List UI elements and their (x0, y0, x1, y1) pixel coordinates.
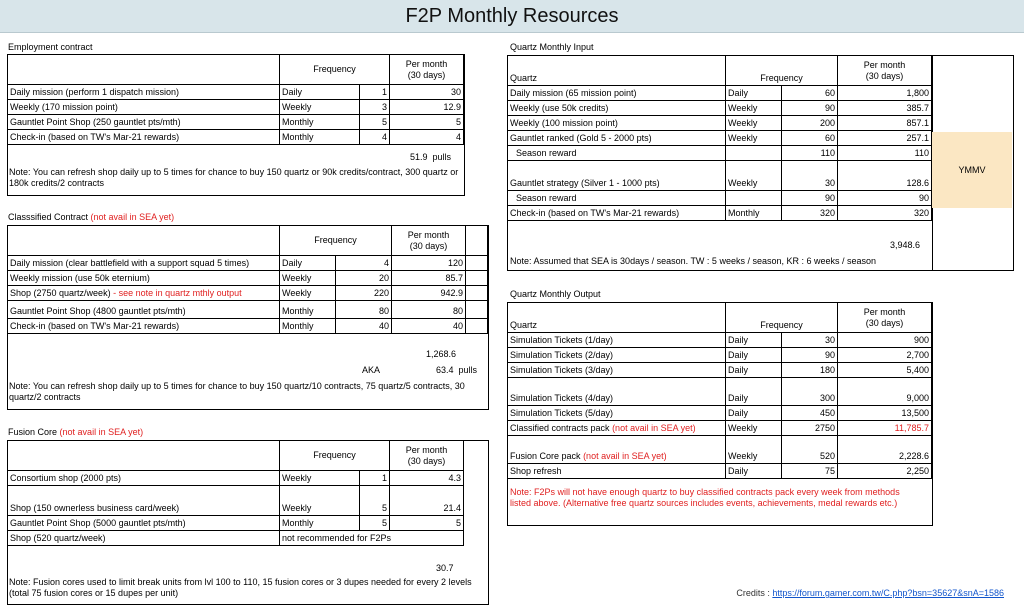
table-cell: 5 (390, 516, 464, 531)
table-cell: 4 (360, 130, 390, 145)
table-cell: Check-in (based on TW's Mar-21 rewards) (8, 319, 280, 334)
quartz-input-note: Note: Assumed that SEA is 30days / season. TW : 5 weeks / season, KR : 6 weeks / season (510, 256, 877, 266)
table-cell: 2750 (782, 421, 838, 436)
page-title: F2P Monthly Resources (405, 4, 619, 27)
table-cell: 90 (782, 348, 838, 363)
table-cell: 11,785.7 (838, 421, 932, 436)
table-row (508, 131, 932, 146)
classified-table (7, 225, 488, 334)
table-row (8, 115, 464, 130)
quartz-input-table (507, 55, 932, 221)
table-cell: Daily mission (65 mission point) (508, 86, 726, 101)
table-row (508, 116, 932, 131)
table-cell: 857.1 (838, 116, 932, 131)
table-cell (466, 286, 488, 301)
table-cell: 1 (360, 85, 390, 100)
warning-label: (not avail in SEA yet) (90, 212, 175, 222)
table-cell: Season reward (508, 146, 726, 161)
fusion-total: 30.7 (436, 563, 454, 573)
table-cell: 110 (782, 146, 838, 161)
table-cell: not recommended for F2Ps (280, 531, 464, 546)
table-cell: Check-in (based on TW's Mar-21 rewards) (8, 130, 280, 145)
table-cell: 1 (360, 471, 390, 486)
classified-aka-value: 63.4 pulls (436, 365, 478, 375)
table-cell: Weekly (280, 486, 360, 516)
table-cell: Weekly (280, 471, 360, 486)
table-cell: 60 (782, 131, 838, 146)
table-cell: 320 (838, 206, 932, 221)
table-cell: Shop (2750 quartz/week) - see note in quartz mthly output (8, 286, 280, 301)
header-quartz: Quartz (508, 56, 726, 86)
header-per-month: Per month (30 days) (390, 55, 464, 85)
table-cell: 257.1 (838, 131, 932, 146)
classified-aka-label: AKA (362, 365, 381, 375)
table-cell: 4.3 (390, 471, 464, 486)
table-cell: Daily (726, 363, 782, 378)
table-row (508, 436, 932, 464)
table-cell (466, 319, 488, 334)
header-empty (8, 55, 280, 85)
table-row (8, 319, 488, 334)
table-cell: 220 (336, 286, 392, 301)
table-cell: 2,700 (838, 348, 932, 363)
table-cell: 20 (336, 271, 392, 286)
warning-label: (not avail in SEA yet) (59, 427, 144, 437)
table-cell: Fusion Core pack (not avail in SEA yet) (508, 436, 726, 464)
table-cell: 40 (336, 319, 392, 334)
table-cell: Weekly (170 mission point) (8, 100, 280, 115)
table-row (8, 301, 488, 319)
table-cell: 2,250 (838, 464, 932, 479)
table-cell: Simulation Tickets (1/day) (508, 333, 726, 348)
table-cell: Gauntlet ranked (Gold 5 - 2000 pts) (508, 131, 726, 146)
table-cell: 2,228.6 (838, 436, 932, 464)
header-quartz: Quartz (508, 303, 726, 333)
table-cell: 942.9 (392, 286, 466, 301)
table-cell: Weekly (280, 100, 360, 115)
classified-title: Classsified Contract (not avail in SEA yet) (8, 212, 175, 222)
table-row (8, 130, 464, 145)
table-cell: 30 (782, 161, 838, 191)
table-cell: Daily (726, 378, 782, 406)
table-cell: 90 (782, 101, 838, 116)
table-row (508, 146, 932, 161)
table-row (508, 191, 932, 206)
table-row (508, 378, 932, 406)
credits-label: Credits : (736, 588, 770, 598)
table-row (8, 256, 488, 271)
table-row (8, 100, 464, 115)
table-cell: 3 (360, 100, 390, 115)
table-cell: Monthly (280, 319, 336, 334)
header-frequency: Frequency (280, 441, 390, 471)
table-cell: Check-in (based on TW's Mar-21 rewards) (508, 206, 726, 221)
table-row (508, 86, 932, 101)
table-cell: 80 (336, 301, 392, 319)
table-cell: 9,000 (838, 378, 932, 406)
table-cell: Weekly (726, 161, 782, 191)
table-cell: Daily (726, 348, 782, 363)
table-cell: Simulation Tickets (5/day) (508, 406, 726, 421)
table-cell: Simulation Tickets (3/day) (508, 363, 726, 378)
table-row (508, 206, 932, 221)
table-cell: Simulation Tickets (2/day) (508, 348, 726, 363)
table-cell: Monthly (280, 301, 336, 319)
table-cell: 80 (392, 301, 466, 319)
table-cell: Monthly (726, 206, 782, 221)
table-row (508, 161, 932, 191)
table-cell: 21.4 (390, 486, 464, 516)
table-cell: Monthly (280, 516, 360, 531)
table-row (8, 531, 464, 546)
table-cell: 110 (838, 146, 932, 161)
table-cell: 90 (838, 191, 932, 206)
table-cell: Weekly (use 50k credits) (508, 101, 726, 116)
header-per-month: Per month (30 days) (838, 303, 932, 333)
table-row (8, 286, 488, 301)
table-cell: Weekly mission (use 50k eternium) (8, 271, 280, 286)
header-frequency: Frequency (726, 303, 838, 333)
table-cell: Daily (726, 406, 782, 421)
page-banner (0, 0, 1024, 33)
table-cell: Weekly (726, 436, 782, 464)
quartz-input-total: 3,948.6 (890, 240, 921, 250)
table-cell: 200 (782, 116, 838, 131)
table-cell: 5 (360, 115, 390, 130)
table-cell: 1,800 (838, 86, 932, 101)
employment-table (7, 54, 464, 145)
table-cell: 120 (392, 256, 466, 271)
table-cell: Shop (520 quartz/week) (8, 531, 280, 546)
table-cell: 5 (360, 486, 390, 516)
table-cell (726, 146, 782, 161)
header-frequency: Frequency (280, 226, 392, 256)
table-cell: 4 (336, 256, 392, 271)
table-row (8, 516, 464, 531)
table-cell: Shop refresh (508, 464, 726, 479)
table-cell: 450 (782, 406, 838, 421)
table-cell: 300 (782, 378, 838, 406)
table-row (508, 363, 932, 378)
table-cell: 4 (390, 130, 464, 145)
table-cell: 520 (782, 436, 838, 464)
ymmv-badge: YMMV (932, 132, 1012, 208)
table-cell: 5 (360, 516, 390, 531)
table-cell: 30 (782, 333, 838, 348)
table-cell: Weekly (726, 421, 782, 436)
table-row (508, 333, 932, 348)
quartz-output-note: Note: F2Ps will not have enough quartz to buy classified contracts pack every week from methods listed above. (Alternative free quartz sources includes events, achievements, medal rewards etc.) (510, 487, 900, 508)
table-cell: Weekly (726, 116, 782, 131)
table-cell: 5,400 (838, 363, 932, 378)
table-row (508, 421, 932, 436)
table-row (8, 471, 464, 486)
table-row (8, 271, 488, 286)
table-cell (8, 441, 280, 471)
table-cell: Consortium shop (2000 pts) (8, 471, 280, 486)
table-cell (466, 301, 488, 319)
table-cell: Daily mission (perform 1 dispatch mission) (8, 85, 280, 100)
table-cell (8, 226, 280, 256)
header-per-month: Per month (30 days) (838, 56, 932, 86)
table-cell: Shop (150 ownerless business card/week) (8, 486, 280, 516)
table-cell: Daily (280, 85, 360, 100)
table-cell: 180 (782, 363, 838, 378)
header-frequency: Frequency (726, 56, 838, 86)
table-cell: Weekly (726, 131, 782, 146)
table-row (508, 348, 932, 363)
table-cell: 5 (390, 115, 464, 130)
header-frequency: Frequency (280, 55, 390, 85)
employment-title: Employment contract (8, 42, 93, 52)
table-cell (466, 256, 488, 271)
table-cell: Weekly (280, 271, 336, 286)
table-cell (726, 191, 782, 206)
table-cell: Simulation Tickets (4/day) (508, 378, 726, 406)
table-cell: Weekly (280, 286, 336, 301)
table-cell: 12.9 (390, 100, 464, 115)
table-cell: 13,500 (838, 406, 932, 421)
table-cell: Weekly (726, 101, 782, 116)
classified-note: Note: You can refresh shop daily up to 5 times for chance to buy 150 quartz/10 contracts, 75 quartz/5 contracts, 30 quartz/2 contracts (9, 381, 465, 402)
table-row (508, 101, 932, 116)
table-cell: 75 (782, 464, 838, 479)
table-cell: Classified contracts pack (not avail in SEA yet) (508, 421, 726, 436)
quartz-output-table (507, 302, 932, 479)
table-cell: Gauntlet strategy (Silver 1 - 1000 pts) (508, 161, 726, 191)
table-cell: Gauntlet Point Shop (250 gauntlet pts/mth) (8, 115, 280, 130)
table-cell: Daily (726, 86, 782, 101)
quartz-input-side-box (931, 55, 1014, 271)
table-row (508, 406, 932, 421)
table-cell: Daily (726, 464, 782, 479)
table-cell: Daily mission (clear battlefield with a support squad 5 times) (8, 256, 280, 271)
classified-total: 1,268.6 (426, 349, 457, 359)
table-cell: 385.7 (838, 101, 932, 116)
table-row (508, 464, 932, 479)
table-cell: Weekly (100 mission point) (508, 116, 726, 131)
table-cell: Season reward (508, 191, 726, 206)
table-row (8, 486, 464, 516)
fusion-note: Note: Fusion cores used to limit break units from lvl 100 to 110, 15 fusion cores or 3 dupes needed for every 2 levels (total 75 fusion cores or 15 dupes per unit) (9, 577, 472, 598)
table-cell: 40 (392, 319, 466, 334)
table-cell: Gauntlet Point Shop (4800 gauntlet pts/mth) (8, 301, 280, 319)
credits (736, 588, 1004, 598)
table-cell (466, 271, 488, 286)
table-row (8, 85, 464, 100)
table-cell: Gauntlet Point Shop (5000 gauntlet pts/mth) (8, 516, 280, 531)
header-per-month: Per month (30 days) (390, 441, 464, 471)
quartz-input-title: Quartz Monthly Input (510, 42, 594, 52)
table-cell: Monthly (280, 115, 360, 130)
table-cell: Monthly (280, 130, 360, 145)
table-cell (466, 226, 488, 256)
fusion-title: Fusion Core (not avail in SEA yet) (8, 427, 144, 437)
table-cell: Daily (280, 256, 336, 271)
table-cell: 320 (782, 206, 838, 221)
table-cell: 60 (782, 86, 838, 101)
employment-note: Note: You can refresh shop daily up to 5 times for chance to buy 150 quartz or 90k credits/contract, 300 quartz or 180k credits/2 contracts (9, 167, 459, 188)
header-per-month: Per month (30 days) (392, 226, 466, 256)
table-cell: Daily (726, 333, 782, 348)
table-cell: 85.7 (392, 271, 466, 286)
table-cell: 128.6 (838, 161, 932, 191)
credits-link[interactable]: https://forum.gamer.com.tw/C.php?bsn=35627&snA=1586 (772, 588, 1004, 598)
table-cell: 30 (390, 85, 464, 100)
employment-total: 51.9 pulls (410, 152, 452, 162)
table-cell: 900 (838, 333, 932, 348)
quartz-output-title: Quartz Monthly Output (510, 289, 601, 299)
table-cell: 90 (782, 191, 838, 206)
fusion-table (7, 440, 464, 546)
